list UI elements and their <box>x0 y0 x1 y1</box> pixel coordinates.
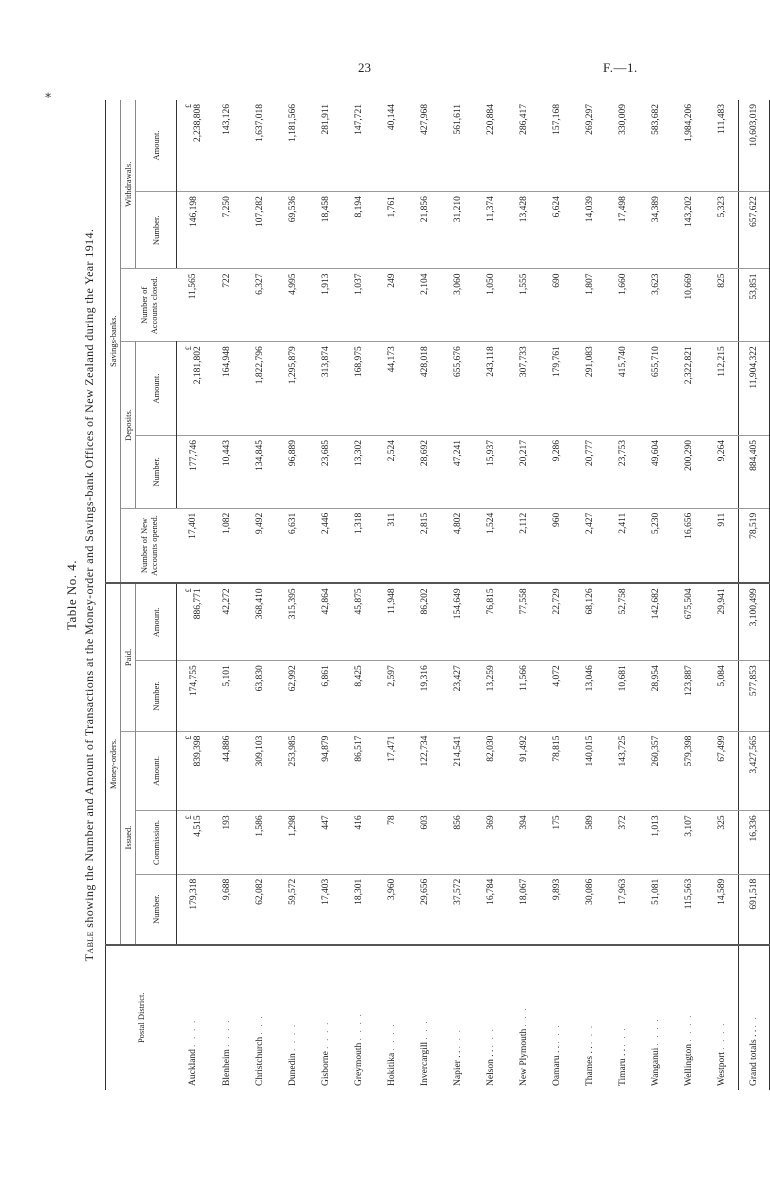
withdrawals-amount-cell: 583,682 <box>650 104 661 135</box>
paid-number-cell: 5,101 <box>210 661 243 731</box>
district-cell: Oamaru . . . . . <box>540 945 573 1090</box>
district-cell: Invercargill . . . <box>408 945 441 1090</box>
table-row <box>672 100 705 1090</box>
deposits-amount-cell: 655,676 <box>441 342 474 436</box>
deposits-number-cell: 20,777 <box>573 436 606 509</box>
issued-commission-cell: 193 <box>210 811 243 874</box>
currency-symbol: £ <box>183 815 193 820</box>
paid-amount-cell: 76,815 <box>474 583 507 660</box>
issued-amount-cell: 253,985 <box>276 731 309 811</box>
table-row <box>540 100 573 1090</box>
withdrawals-number-cell: 34,389 <box>639 192 672 269</box>
withdrawals-number-cell: 31,210 <box>441 192 474 269</box>
closed-accounts-cell: 2,104 <box>408 269 441 342</box>
paid-number-cell: 174,755 <box>177 661 211 731</box>
district-cell: Blenheim . . . . <box>210 945 243 1090</box>
table-row <box>705 100 739 1090</box>
deposits-number-cell: 13,302 <box>342 436 375 509</box>
postal-district-header: Postal District. <box>106 945 177 1090</box>
issued-number-cell: 3,960 <box>375 874 408 944</box>
deposits-amount-cell: 168,975 <box>342 342 375 436</box>
district-cell: Gisborne . . . . <box>309 945 342 1090</box>
closed-accounts-cell: 1,555 <box>507 269 540 342</box>
issued-amount-cell: 122,734 <box>408 731 441 811</box>
table-row <box>573 100 606 1090</box>
withdrawals-amount-cell: 220,884 <box>485 104 496 135</box>
issued-number-cell: 17,963 <box>606 874 639 944</box>
withdrawals-amount-cell: 561,611 <box>452 104 463 135</box>
district-cell: Wellington . . . . <box>672 945 705 1090</box>
closed-accounts-cell: 1,807 <box>573 269 606 342</box>
currency-symbol: £ <box>183 104 193 108</box>
withdrawals-number-cell: 11,374 <box>474 192 507 269</box>
new-accounts-cell: 9,492 <box>243 508 276 583</box>
withdrawals-amount-cell: 269,297 <box>584 104 595 135</box>
closed-accounts-cell: 3,060 <box>441 269 474 342</box>
issued-amount-cell: 91,492 <box>507 731 540 811</box>
paid-amount-cell: 68,126 <box>573 583 606 660</box>
issued-number-cell: 59,572 <box>276 874 309 944</box>
issued-number-cell: 9,893 <box>540 874 573 944</box>
table-row <box>177 100 211 1090</box>
totals-label: Grand totals . . . . <box>739 945 770 1090</box>
deposits-number-header: Number. <box>136 436 177 509</box>
new-accounts-cell: 2,815 <box>408 508 441 583</box>
issued-commission-cell: 175 <box>540 811 573 874</box>
closed-accounts-cell: 1,037 <box>342 269 375 342</box>
deposits-amount-cell: 243,118 <box>474 342 507 436</box>
withdrawals-amount-cell: £ 2,238,808 <box>177 100 211 192</box>
caption-lead: Table <box>82 931 96 962</box>
district-cell: Nelson . . . . . <box>474 945 507 1090</box>
table-row <box>342 100 375 1090</box>
issued-amount-cell: 260,357 <box>639 731 672 811</box>
money-orders-header: Money-orders. <box>106 583 121 944</box>
issued-number-cell: 17,403 <box>309 874 342 944</box>
withdrawals-number-cell: 13,428 <box>507 192 540 269</box>
totals-paid-number: 577,853 <box>739 661 770 731</box>
table-row <box>243 100 276 1090</box>
deposits-header: Deposits. <box>121 342 136 509</box>
issued-commission-cell: 394 <box>507 811 540 874</box>
paid-header: Paid. <box>121 583 136 731</box>
withdrawals-number-cell: 14,039 <box>573 192 606 269</box>
new-accounts-cell: 1,082 <box>210 508 243 583</box>
district-cell: Dunedin . . . . <box>276 945 309 1090</box>
issued-amount-cell: 82,030 <box>474 731 507 811</box>
withdrawals-number-cell: 1,761 <box>375 192 408 269</box>
paid-number-cell: 28,954 <box>639 661 672 731</box>
district-cell: Wanganui . . . . <box>639 945 672 1090</box>
new-accounts-cell: 2,112 <box>507 508 540 583</box>
paid-number-cell: 13,046 <box>573 661 606 731</box>
table-row <box>375 100 408 1090</box>
closed-accounts-cell: 722 <box>210 269 243 342</box>
paid-number-cell: 11,566 <box>507 661 540 731</box>
withdrawals-number-cell: 5,323 <box>705 192 739 269</box>
paid-amount-cell: 154,649 <box>441 583 474 660</box>
grand-totals-row <box>739 100 770 1090</box>
issued-amount-cell: 78,815 <box>540 731 573 811</box>
issued-commission-cell: 325 <box>705 811 739 874</box>
deposits-amount-cell: 291,083 <box>573 342 606 436</box>
issued-amount-cell: 44,886 <box>210 731 243 811</box>
closed-accounts-cell: 1,050 <box>474 269 507 342</box>
currency-symbol: £ <box>183 588 193 593</box>
totals-paid-amount: 3,100,499 <box>739 583 770 660</box>
paid-amount-cell: 52,758 <box>606 583 639 660</box>
issued-number-cell: 62,082 <box>243 874 276 944</box>
issued-number-cell: 30,086 <box>573 874 606 944</box>
caption-text: showing the Number and Amount of Transactions at the Money-order and Savings-bank Offices of New Zealand during the Year 1914. <box>82 228 96 932</box>
deposits-amount-cell: 2,322,821 <box>672 342 705 436</box>
table-row <box>276 100 309 1090</box>
issued-commission-cell: £ 4,515 <box>177 811 211 874</box>
withdrawals-number-cell: 107,282 <box>243 192 276 269</box>
currency-symbol: £ <box>183 346 193 351</box>
closed-accounts-cell: 1,913 <box>309 269 342 342</box>
issued-number-cell: 14,589 <box>705 874 739 944</box>
transactions-table <box>105 100 770 1090</box>
paid-number-cell: 23,427 <box>441 661 474 731</box>
deposits-amount-cell: 44,173 <box>375 342 408 436</box>
new-accounts-cell: 6,631 <box>276 508 309 583</box>
paid-amount-cell: 77,558 <box>507 583 540 660</box>
paid-amount-cell: 22,729 <box>540 583 573 660</box>
withdrawals-amount-cell: 147,721 <box>353 104 364 135</box>
printer-mark: ∗ <box>44 88 53 102</box>
closed-accounts-cell: 1,660 <box>606 269 639 342</box>
new-accounts-cell: 2,446 <box>309 508 342 583</box>
withdrawals-number-cell: 8,194 <box>342 192 375 269</box>
deposits-number-cell: 96,889 <box>276 436 309 509</box>
deposits-number-cell: 47,241 <box>441 436 474 509</box>
paid-number-cell: 4,072 <box>540 661 573 731</box>
closed-accounts-cell: 249 <box>375 269 408 342</box>
deposits-number-cell: 23,685 <box>309 436 342 509</box>
withdrawals-amount-cell: 1,637,018 <box>254 104 265 142</box>
closed-accounts-cell: 825 <box>705 269 739 342</box>
withdrawals-amount-cell: 143,126 <box>221 104 232 135</box>
page-number: 23 <box>358 60 371 75</box>
paid-amount-cell: 86,202 <box>408 583 441 660</box>
new-accounts-cell: 311 <box>375 508 408 583</box>
closed-accounts-cell: 4,995 <box>276 269 309 342</box>
issued-number-cell: 51,081 <box>639 874 672 944</box>
issued-number-cell: 18,301 <box>342 874 375 944</box>
deposits-amount-cell: 313,874 <box>309 342 342 436</box>
issued-commission-cell: 78 <box>375 811 408 874</box>
paid-number-cell: 10,681 <box>606 661 639 731</box>
issued-commission-cell: 3,107 <box>672 811 705 874</box>
new-accounts-cell: 1,524 <box>474 508 507 583</box>
deposits-number-cell: 28,692 <box>408 436 441 509</box>
paid-number-cell: 62,992 <box>276 661 309 731</box>
withdrawals-amount-cell: 1,181,566 <box>287 104 298 142</box>
withdrawals-number-cell: 18,458 <box>309 192 342 269</box>
paid-amount-cell: 675,504 <box>672 583 705 660</box>
deposits-amount-cell: 164,948 <box>210 342 243 436</box>
table-row <box>639 100 672 1090</box>
withdrawals-amount-cell: 427,968 <box>419 104 430 135</box>
district-cell: Hokitika . . . . <box>375 945 408 1090</box>
new-accounts-cell: 2,427 <box>573 508 606 583</box>
withdrawals-amount-cell: 286,417 <box>518 104 529 135</box>
withdrawals-amount-cell: 281,911 <box>320 104 331 135</box>
closed-accounts-cell: 3,623 <box>639 269 672 342</box>
withdrawals-number-cell: 7,250 <box>210 192 243 269</box>
issued-number-cell: 179,318 <box>177 874 211 944</box>
withdrawals-number-cell: 143,202 <box>672 192 705 269</box>
issued-amount-cell: 309,103 <box>243 731 276 811</box>
withdrawals-amount-cell: 157,168 <box>551 104 562 135</box>
issued-amount-cell: £ 839,398 <box>177 731 211 811</box>
totals-issued-commission: 16,336 <box>739 811 770 874</box>
currency-symbol: £ <box>183 735 193 740</box>
totals-withdrawals-number: 657,622 <box>739 192 770 269</box>
paid-amount-header: Amount. <box>136 583 177 660</box>
withdrawals-number-cell: 21,856 <box>408 192 441 269</box>
closed-accounts-cell: 11,565 <box>177 269 211 342</box>
paid-number-cell: 13,259 <box>474 661 507 731</box>
closed-accounts-header: Number of Accounts closed. <box>121 269 177 342</box>
totals-deposits-number: 884,405 <box>739 436 770 509</box>
issued-commission-cell: 603 <box>408 811 441 874</box>
closed-accounts-cell: 6,327 <box>243 269 276 342</box>
issued-commission-cell: 1,298 <box>276 811 309 874</box>
issued-number-cell: 16,784 <box>474 874 507 944</box>
issued-amount-cell: 17,471 <box>375 731 408 811</box>
totals-withdrawals-amount: 10,603,019 <box>739 100 770 192</box>
withdrawals-number-cell: 6,624 <box>540 192 573 269</box>
issued-commission-cell: 1,013 <box>639 811 672 874</box>
paid-number-cell: 2,597 <box>375 661 408 731</box>
totals-issued-amount: 3,427,565 <box>739 731 770 811</box>
new-accounts-cell: 16,656 <box>672 508 705 583</box>
paid-number-cell: 8,425 <box>342 661 375 731</box>
table-row <box>441 100 474 1090</box>
table-row <box>408 100 441 1090</box>
deposits-number-cell: 134,845 <box>243 436 276 509</box>
withdrawals-number-cell: 17,498 <box>606 192 639 269</box>
deposits-amount-cell: 1,822,796 <box>243 342 276 436</box>
paid-amount-cell: 142,682 <box>639 583 672 660</box>
table-row <box>210 100 243 1090</box>
deposits-amount-cell: 415,740 <box>606 342 639 436</box>
withdrawals-amount-cell: 111,483 <box>716 104 727 135</box>
issued-number-header: Number. <box>136 874 177 944</box>
deposits-amount-cell: 1,295,879 <box>276 342 309 436</box>
district-cell: Christchurch . . . <box>243 945 276 1090</box>
issued-commission-cell: 416 <box>342 811 375 874</box>
issued-number-cell: 18,067 <box>507 874 540 944</box>
issued-amount-header: Amount. <box>136 731 177 811</box>
table-caption <box>82 100 97 1090</box>
rotated-table-sheet <box>60 100 759 1090</box>
withdrawals-amount-cell: 1,984,206 <box>683 104 694 142</box>
issued-commission-cell: 589 <box>573 811 606 874</box>
savings-banks-header: Savings-banks. <box>106 100 121 583</box>
issued-number-cell: 37,572 <box>441 874 474 944</box>
withdrawals-amount-cell: 40,144 <box>386 104 397 131</box>
paid-amount-cell: 45,875 <box>342 583 375 660</box>
deposits-amount-cell: 307,733 <box>507 342 540 436</box>
deposits-amount-cell: 655,710 <box>639 342 672 436</box>
issued-number-cell: 29,656 <box>408 874 441 944</box>
withdrawals-header: Withdrawals. <box>121 100 136 269</box>
withdrawals-amount-cell: 330,009 <box>617 104 628 135</box>
new-accounts-cell: 17,401 <box>177 508 211 583</box>
withdrawals-number-cell: 146,198 <box>177 192 211 269</box>
issued-amount-cell: 143,725 <box>606 731 639 811</box>
issued-number-cell: 115,563 <box>672 874 705 944</box>
withdrawals-number-cell: 69,536 <box>276 192 309 269</box>
district-cell: Greymouth . . . . <box>342 945 375 1090</box>
issued-amount-cell: 94,879 <box>309 731 342 811</box>
deposits-amount-cell: 428,018 <box>408 342 441 436</box>
closed-accounts-cell: 10,669 <box>672 269 705 342</box>
paid-number-cell: 5,084 <box>705 661 739 731</box>
issued-amount-cell: 579,398 <box>672 731 705 811</box>
issued-commission-cell: 1,586 <box>243 811 276 874</box>
paid-number-cell: 6,861 <box>309 661 342 731</box>
deposits-number-cell: 10,443 <box>210 436 243 509</box>
new-accounts-cell: 4,802 <box>441 508 474 583</box>
totals-closed-accounts: 53,851 <box>739 269 770 342</box>
district-cell: New Plymouth . . . <box>507 945 540 1090</box>
district-cell: Westport . . . . <box>705 945 739 1090</box>
district-cell: Napier . . . . . <box>441 945 474 1090</box>
totals-new-accounts: 78,519 <box>739 508 770 583</box>
issued-commission-header: Commission. <box>136 811 177 874</box>
table-row <box>309 100 342 1090</box>
paid-amount-cell: 315,395 <box>276 583 309 660</box>
paid-amount-cell: 11,948 <box>375 583 408 660</box>
paid-number-cell: 63,830 <box>243 661 276 731</box>
paid-number-header: Number. <box>136 661 177 731</box>
issued-amount-cell: 86,517 <box>342 731 375 811</box>
issued-amount-cell: 140,015 <box>573 731 606 811</box>
issued-commission-cell: 372 <box>606 811 639 874</box>
district-cell: Timaru . . . . . <box>606 945 639 1090</box>
table-number: Table No. 4. <box>64 559 79 631</box>
table-row <box>474 100 507 1090</box>
totals-deposits-amount: 11,904,322 <box>739 342 770 436</box>
paid-amount-cell: 29,941 <box>705 583 739 660</box>
withdrawals-amount-header: Amount. <box>136 100 177 192</box>
new-accounts-cell: 911 <box>705 508 739 583</box>
district-cell: Thames . . . . . <box>573 945 606 1090</box>
withdrawals-number-header: Number. <box>136 192 177 269</box>
paid-amount-cell: 42,864 <box>309 583 342 660</box>
paid-number-cell: 123,887 <box>672 661 705 731</box>
table-row <box>606 100 639 1090</box>
deposits-amount-cell: 112,215 <box>705 342 739 436</box>
paid-amount-cell: 42,272 <box>210 583 243 660</box>
totals-issued-number: 691,518 <box>739 874 770 944</box>
issued-amount-cell: 214,541 <box>441 731 474 811</box>
new-accounts-cell: 2,411 <box>606 508 639 583</box>
issued-header: Issued. <box>121 731 136 944</box>
issued-commission-cell: 447 <box>309 811 342 874</box>
deposits-number-cell: 200,290 <box>672 436 705 509</box>
table-body <box>177 100 739 1090</box>
issued-amount-cell: 67,499 <box>705 731 739 811</box>
deposits-number-cell: 49,604 <box>639 436 672 509</box>
issued-commission-cell: 856 <box>441 811 474 874</box>
deposits-amount-cell: £ 2,181,802 <box>177 342 211 436</box>
deposits-number-cell: 20,217 <box>507 436 540 509</box>
paid-amount-cell: £ 886,771 <box>177 583 211 660</box>
paid-amount-cell: 368,410 <box>243 583 276 660</box>
deposits-number-cell: 15,937 <box>474 436 507 509</box>
document-reference: F.—1. <box>603 60 638 75</box>
new-accounts-cell: 1,318 <box>342 508 375 583</box>
deposits-amount-cell: 179,761 <box>540 342 573 436</box>
table-row <box>507 100 540 1090</box>
paid-number-cell: 19,316 <box>408 661 441 731</box>
closed-accounts-cell: 690 <box>540 269 573 342</box>
new-accounts-cell: 5,230 <box>639 508 672 583</box>
issued-commission-cell: 369 <box>474 811 507 874</box>
deposits-number-cell: 177,746 <box>177 436 211 509</box>
district-cell: Auckland . . . . <box>177 945 211 1090</box>
deposits-number-cell: 9,264 <box>705 436 739 509</box>
new-accounts-header: Number of New Accounts opened. <box>121 508 177 583</box>
deposits-amount-header: Amount. <box>136 342 177 436</box>
new-accounts-cell: 960 <box>540 508 573 583</box>
deposits-number-cell: 9,286 <box>540 436 573 509</box>
issued-number-cell: 9,688 <box>210 874 243 944</box>
deposits-number-cell: 2,524 <box>375 436 408 509</box>
deposits-number-cell: 23,753 <box>606 436 639 509</box>
